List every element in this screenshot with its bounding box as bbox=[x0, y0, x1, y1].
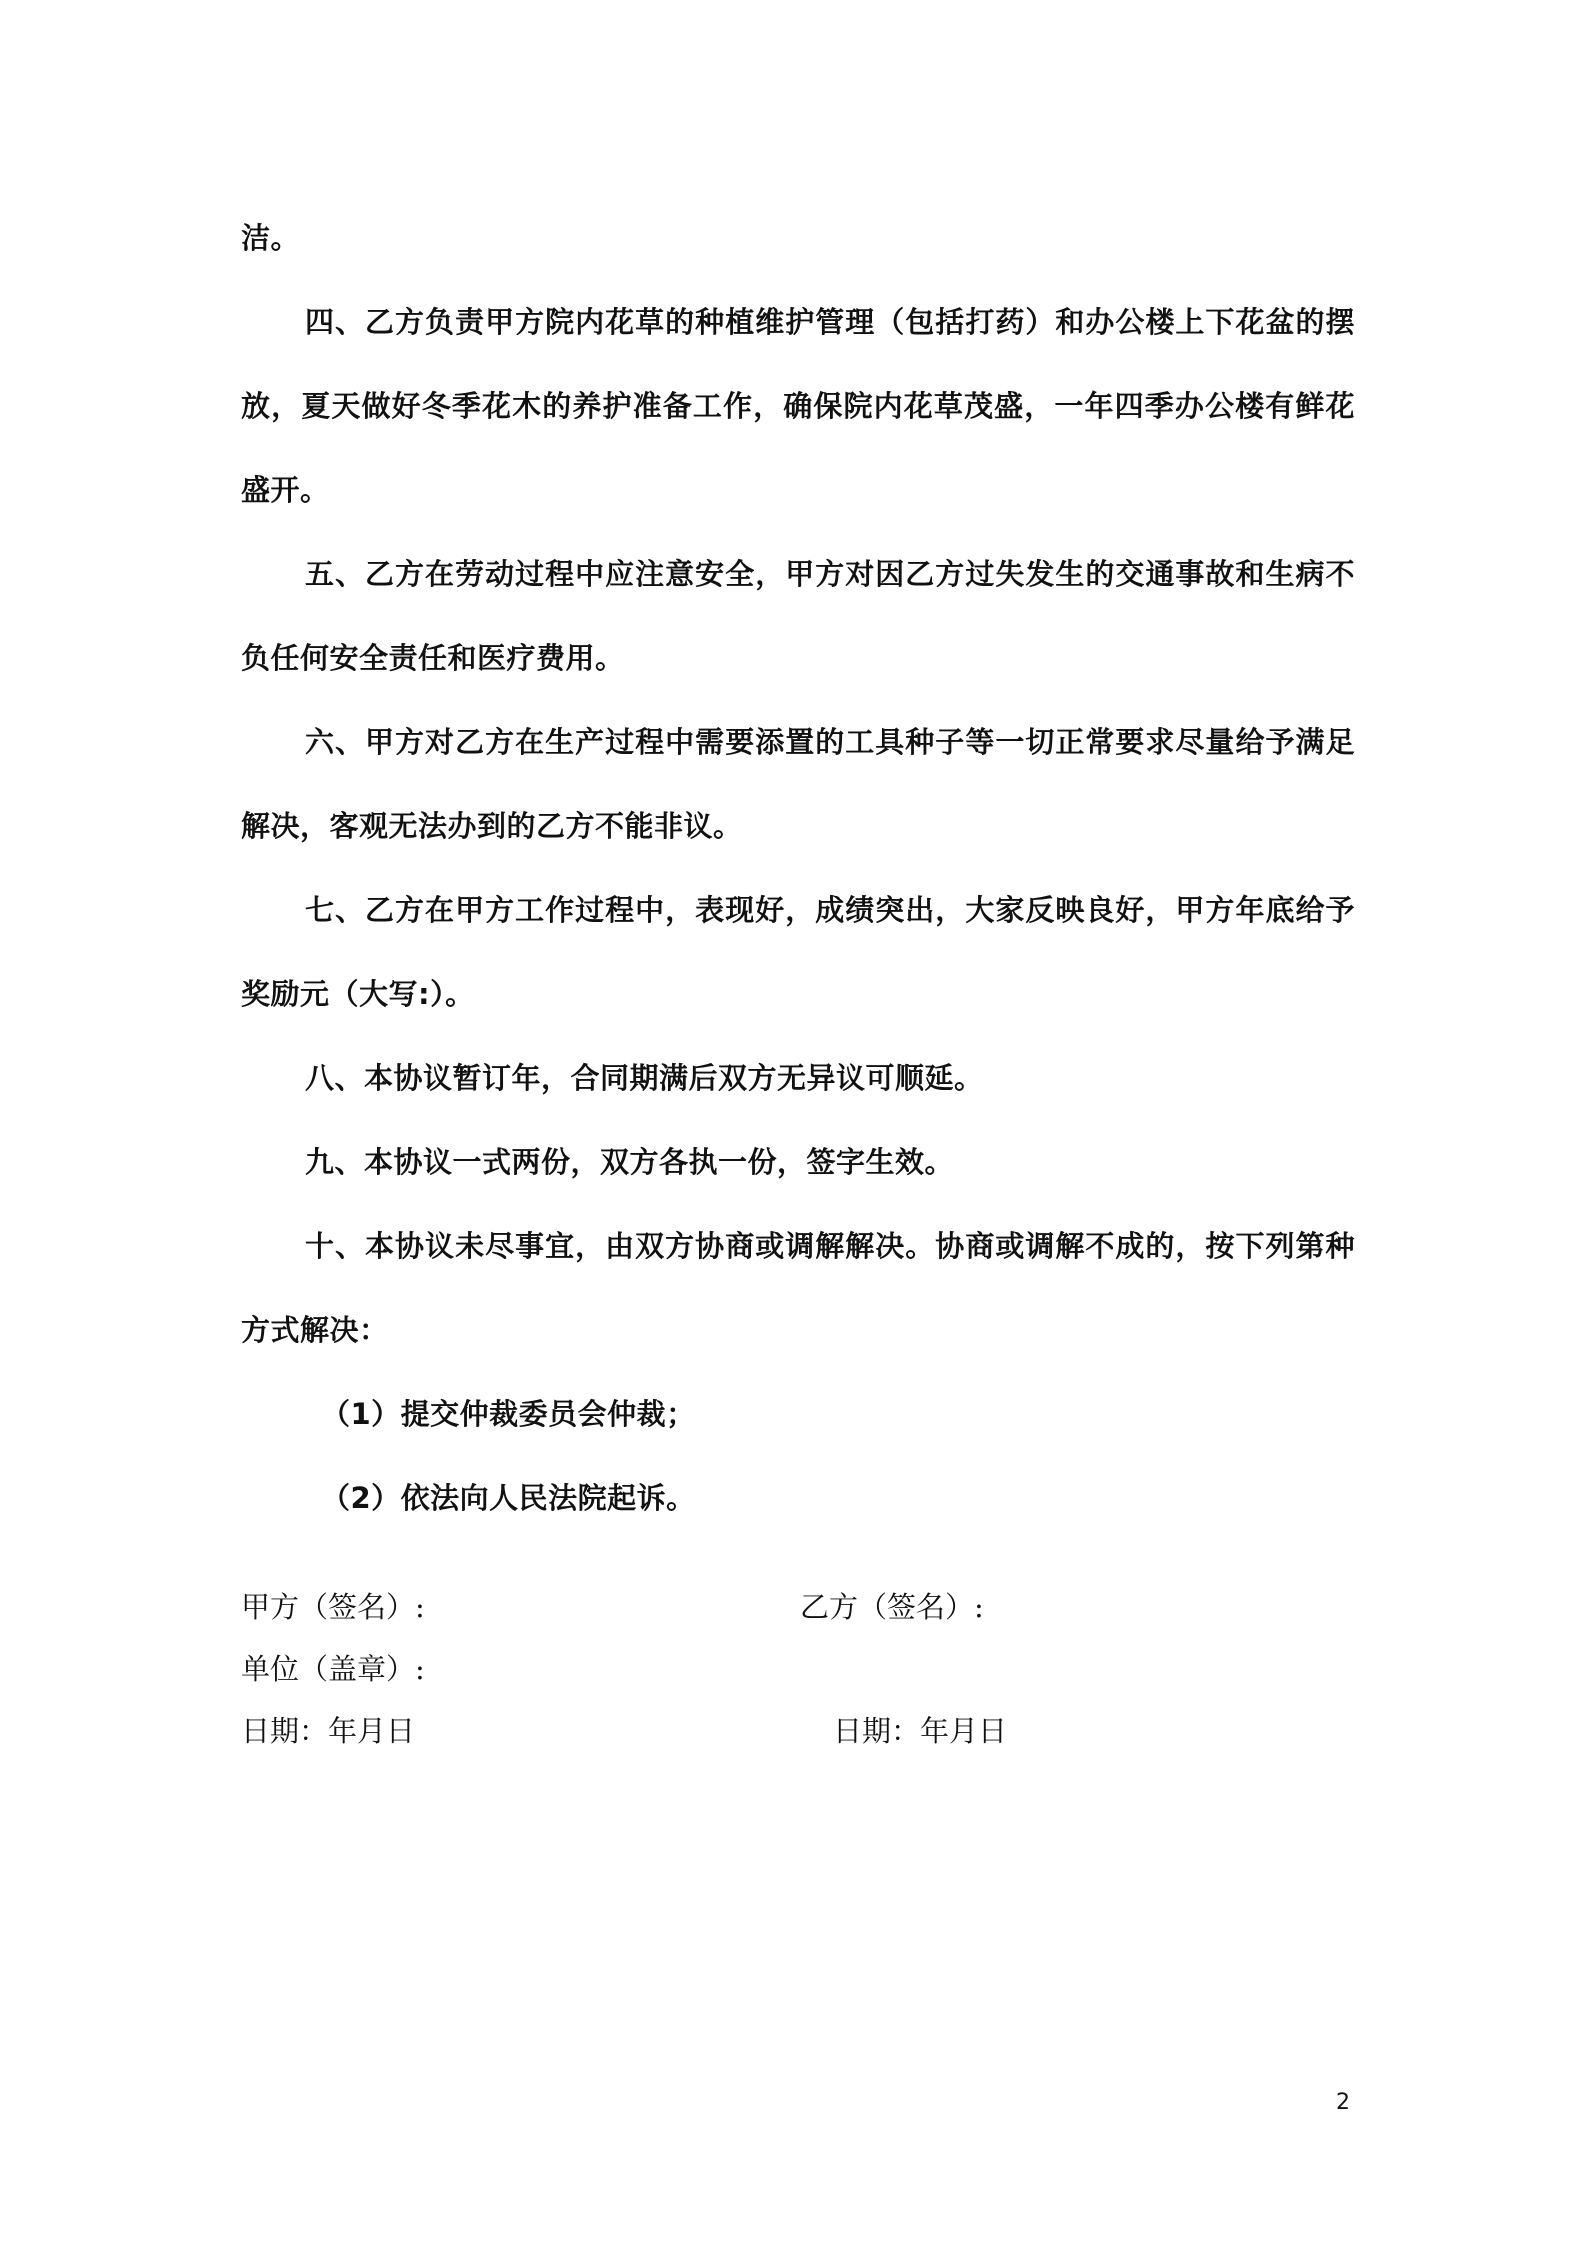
signature-block bbox=[241, 1576, 1355, 1762]
party-a-date-label: 日期：年月日 bbox=[241, 1714, 416, 1748]
clause-4: 四、乙方负责甲方院内花草的种植维护管理（包括打药）和办公楼上下花盆的摆放，夏天做好冬季花木的养护准备工作，确保院内花草茂盛，一年四季办公楼有鲜花盛开。 bbox=[241, 305, 1355, 507]
document-body bbox=[241, 196, 1355, 1540]
paragraph-continuation: 洁。 bbox=[241, 221, 301, 255]
party-a-signature-label: 甲方（签名）: bbox=[241, 1590, 425, 1624]
clause-10: 十、本协议未尽事宜，由双方协商或调解解决。协商或调解不成的，按下列第种方式解决： bbox=[241, 1229, 1355, 1347]
party-b-signature-label: 乙方（签名）: bbox=[800, 1590, 984, 1624]
clause-7: 七、乙方在甲方工作过程中，表现好，成绩突出，大家反映良好，甲方年底给予奖励元（大写:）。 bbox=[241, 893, 1355, 1011]
page-number: 2 bbox=[1336, 2090, 1350, 2115]
party-a-unit-seal-label: 单位（盖章）: bbox=[241, 1652, 425, 1686]
clause-6: 六、甲方对乙方在生产过程中需要添置的工具种子等一切正常要求尽量给予满足解决，客观无法办到的乙方不能非议。 bbox=[241, 725, 1355, 843]
date-row bbox=[241, 1700, 1355, 1762]
signature-row bbox=[241, 1576, 1355, 1638]
clause-10-option-2: （2）依法向人民法院起诉。 bbox=[321, 1481, 696, 1515]
clause-5: 五、乙方在劳动过程中应注意安全，甲方对因乙方过失发生的交通事故和生病不负任何安全责任和医疗费用。 bbox=[241, 557, 1355, 675]
clause-8: 八、本协议暂订年，合同期满后双方无异议可顺延。 bbox=[305, 1061, 984, 1095]
party-b-date-label: 日期：年月日 bbox=[833, 1714, 1008, 1748]
clause-9: 九、本协议一式两份，双方各执一份，签字生效。 bbox=[305, 1145, 955, 1179]
clause-10-option-1: （1）提交仲裁委员会仲裁； bbox=[321, 1397, 696, 1431]
unit-row bbox=[241, 1638, 1355, 1700]
